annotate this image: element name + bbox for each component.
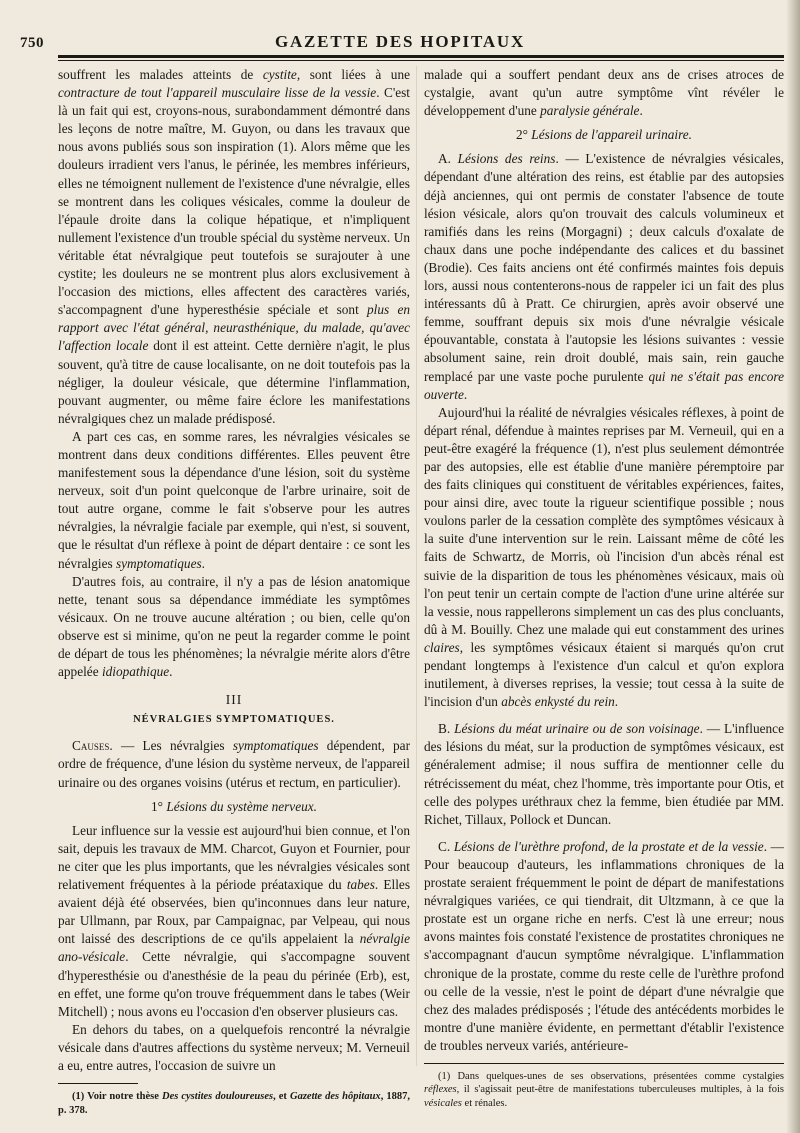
italic-term: Lésions de l'urèthre profond, de la prostate et de la vessie bbox=[453, 838, 764, 854]
text-run: (1) Voir notre thèse bbox=[72, 1091, 162, 1103]
right-paragraph-2 bbox=[424, 404, 784, 712]
italic-term: paralysie générale bbox=[540, 103, 640, 119]
text-run: . — L'influence des lésions du méat, sur la production de symptômes vésicaux, est généralement admise; il nous suffira de mentionner celle du rétrécissement du méat, chez l'homme, très importante pour Otis, et celle des polypes uréthraux chez la femme, bien étudiée par MM. Richet, Tillaux, Pollock et Duncan. bbox=[424, 721, 784, 827]
text-run: . Elles avaient déjà été observées, bien qu'inconnues dans leur nature, par Ullmann, par Roux, par Campaignac, par Velpeau, qui nous ont laissé des descriptions de ce qu'ils appelaient la bbox=[58, 877, 410, 947]
text-run: . bbox=[201, 555, 205, 571]
subsection-heading-2 bbox=[424, 126, 784, 144]
italic-term: idiopathique bbox=[101, 664, 170, 680]
spacer bbox=[424, 711, 784, 720]
italic-term: cystite bbox=[262, 67, 297, 82]
right-column bbox=[424, 66, 784, 1110]
page-edge-shadow bbox=[786, 0, 800, 1133]
left-paragraph-3 bbox=[58, 573, 410, 682]
italic-term: réflexes bbox=[424, 1084, 457, 1096]
text-run: B. bbox=[438, 721, 455, 737]
text-run: souffrent les malades atteints de bbox=[58, 67, 263, 82]
text-run: dont il est atteint. Cette dernière n'agit, le plus souvent, qu'à titre de cause localisante, on ne doit toutefois pas la négliger, la douleur vésicale, que détermine l'inflammation, pouvant augmenter, ou même faire éclore les manifestations névralgiques chez un malade prédisposé. bbox=[58, 338, 410, 426]
header-rule-thin bbox=[58, 60, 784, 61]
right-paragraph-1 bbox=[424, 66, 784, 120]
italic-term: plus en rapport avec l'état général, neurasthénique, du malade, qu'avec l'affection locale bbox=[58, 302, 410, 354]
italic-term: tabes bbox=[346, 877, 375, 893]
left-paragraph-1 bbox=[58, 66, 410, 428]
italic-term: névralgie ano-vésicale bbox=[58, 931, 410, 965]
text-run: . C'est là un fait qui est, croyons-nous, surabondamment démontré dans les leçons de notre maître, M. Guyon, ou dans les travaux que nous avons publiés sous son inspiration (1). Alors même que les douleurs irradient vers l'anus, le périnée, les membres inférieurs, elles ne témoignent nullement de l'existence d'une névralgie, elles se montrent dans les coliques vésicales, comme la douleur de l'épaule droite dans la colique hépatique, et n'impliquent nullement l'existence d'un trouble spécial du système nerveux. Un véritable état névralgique peut toutefois se surajouter à une cystite; les douleurs ne se montrent plus alors exclusivement à l'occasion des mictions, elles affectent des caractères variés, s'accompagnent d'une hyperesthésie spéciale et sont bbox=[58, 85, 410, 318]
right-footnote bbox=[424, 1070, 784, 1111]
text-run: A. bbox=[438, 151, 458, 167]
header-rule-thick bbox=[58, 55, 784, 58]
column-divider bbox=[416, 66, 417, 1066]
spacer bbox=[424, 829, 784, 838]
text-run: . bbox=[463, 386, 468, 402]
footnote-rule bbox=[58, 1083, 138, 1084]
text-run: . — Pour beaucoup d'auteurs, les inflammations chroniques de la prostate seraient fréquemment le point de départ de manifestations névralgiques variées, ce qui tiendrait, dit Ultzmann, à ce que la prostate est un organe riche en nerfs. C'est là une erreur; nous avons maintes fois constaté l'existence de prostatites chroniques ne s'accompagnant d'aucun symptôme névralgique. L'inflammation chronique de la prostate, comme du reste celle de l'urèthre profond ou celle de la vessie, n'est le point de départ d'une névralgie que chez des malades prédisposés ; l'étude des antécédents morbides le montre d'une manière évidente, en permettant d'établir l'existence de troubles nerveux variés, antérieure- bbox=[424, 838, 784, 1053]
section-title: NÉVRALGIES SYMPTOMATIQUES. bbox=[133, 714, 335, 726]
subsection-number: 2° bbox=[516, 127, 532, 143]
left-paragraph-2 bbox=[58, 428, 410, 573]
right-paragraph-C bbox=[424, 838, 784, 1055]
italic-term: contracture de tout l'appareil musculaire lisse de la vessie bbox=[58, 85, 377, 101]
italic-term: Gazette des hôpitaux bbox=[289, 1091, 381, 1103]
text-run: . bbox=[639, 103, 643, 119]
left-paragraph-6: En dehors du tabes, on a quelquefois rencontré la névralgie vésicale dans d'autres affections du système nerveux; M. Verneuil a eu, entre autres, l'occasion de suivre un bbox=[58, 1021, 410, 1073]
text-run: et rénales. bbox=[461, 1097, 508, 1109]
text-run: Leur influence sur la vessie est aujourd'hui bien connue, et l'on sait, depuis les travaux de MM. Charcot, Guyon et Fournier, pour ne citer que les plus importants, que les névralgies vésicales sont relativement fréquentes à la période préataxique du bbox=[58, 822, 410, 893]
italic-term: Des cystites douloureuses bbox=[161, 1091, 274, 1103]
text-run: . Cette névralgie, qui s'accompagne souvent d'hyperesthésie ou d'anesthésie de la peau du périnée (Erb), est, en effet, une forme qu'on trouve fréquemment dans le tabes (Weir Mitchell) ; nous avons eu l'occasion d'en observer plusieurs cas. bbox=[58, 949, 410, 1019]
italic-term: claires bbox=[424, 639, 460, 655]
text-run: . — L'existence de névralgies vésicales, dépendant d'une altération des reins, est établie par des autopsies déjà anciennes, qui ont permis de constater l'absence de toute lésion vésicale, alors qu'on trouvait des calculs volumineux et ramifiés dans les reins (Morgagni) ; deux calculs d'oxalate de chaux dans une poche indépendante des calices et du bassinet (Brodie). Ces faits anciens ont été confirmés maintes fois depuis lors, aussi nous contenterons-nous de rappeler ici un fait des plus intéressants dû à Pratt. Ce chirurgien, après avoir observé une femme, souffrant depuis six mois d'une névralgie vésicale épouvantable, constata à l'autopsie les lésions suivantes : vessie absolument saine, rein droit doublé, mais sain, rein gauche remplacé par une vaste poche purulente bbox=[424, 151, 784, 384]
italic-term: symptomatiques bbox=[232, 738, 319, 754]
text-run: D'autres fois, au contraire, il n'y a pas de lésion anatomique nette, tenant sous sa dépendance immédiate les symptômes vésicaux. On ne trouve aucune altération ; ou bien, celle qu'on observe est si minime, qu'on ne peut la regarder comme le point de départ de tous les phénomènes; la névralgie mérite alors d'être appelée bbox=[58, 573, 410, 680]
italic-term: Lésions des reins bbox=[457, 151, 556, 167]
text-run: , 1887, p. 378. bbox=[58, 1091, 410, 1116]
journal-title: GAZETTE DES HOPITAUX bbox=[274, 32, 526, 51]
text-run: , sont liées à une bbox=[296, 67, 410, 82]
left-column bbox=[58, 66, 410, 1117]
italic-term: Lésions du méat urinaire ou de son voisinage bbox=[454, 721, 700, 737]
footnote-rule bbox=[424, 1063, 784, 1064]
left-paragraph-5 bbox=[58, 822, 410, 1021]
left-paragraph-4 bbox=[58, 737, 410, 791]
text-run: Aujourd'hui la réalité de névralgies vésicales réflexes, à point de départ rénal, défendue à maintes reprises par M. Verneuil, qui en a peut-être exagéré la fréquence (1), n'est plus seulement démontrée par des autopsies, elle est établie d'une manière péremptoire par des faits cliniques qui constituent de véritables expériences, faites, pour ainsi dire, avec toute la rigueur scientifique possible ; nous voulons parler de la cessation complète des symptômes vésicaux à la suite d'une intervention sur le rein. Laissant même de côté les faits de Schwartz, de Morris, où l'incision d'un abcès rénal est suivie de la disparition de tous les phénomènes vésicaux, mais où l'on peut tenir un certain compte de l'action d'une urine altérée sur la vessie, nous rappellerons simplement un cas des plus concluants, dû à M. Bouilly. Chez une malade qui eut constamment des urines bbox=[424, 404, 784, 637]
subsection-title: Lésions de l'appareil urinaire. bbox=[531, 127, 692, 143]
right-paragraph-B bbox=[424, 720, 784, 829]
text-run: C. bbox=[438, 838, 454, 854]
text-run: . bbox=[614, 694, 619, 710]
text-run: dépendent, par ordre de fréquence, d'une lésion du système nerveux, de l'appareil urinaire ou des organes voisins (utérus et rectum, en particulier). bbox=[58, 738, 410, 790]
text-run: A part ces cas, en somme rares, les névralgies vésicales se montrent dans deux conditions différentes. Elles peuvent être manifestement sous la dépendance d'une lésion, soit du système nerveux, soit d'un point quelconque de l'arbre urinaire, soit de tout autre organe, comme le fait s'observe pour les autres névralgies, la névralgie faciale par exemple, qui n'est, si souvent, que le résultat d'un réflexe à point de départ dentaire : ce sont les névralgies bbox=[58, 428, 410, 571]
right-paragraph-A bbox=[424, 150, 784, 403]
subsection-heading-1 bbox=[58, 798, 410, 816]
italic-term: qui ne s'était pas encore ouverte bbox=[424, 368, 784, 402]
italic-term: vésicales bbox=[424, 1097, 462, 1109]
italic-term: abcès enkysté du rein bbox=[501, 694, 615, 710]
subsection-title: Lésions du système nerveux. bbox=[166, 798, 317, 814]
text-run: malade qui a souffert pendant deux ans de crises atroces de cystalgie, avant qu'un autre symptôme vînt révéler le développement d'une bbox=[424, 67, 784, 119]
section-number: III bbox=[225, 692, 243, 708]
page-number: 750 bbox=[20, 35, 44, 51]
left-footnote bbox=[58, 1090, 410, 1117]
subsection-number: 1° bbox=[151, 798, 167, 814]
text-run: (1) Dans quelques-unes de ses observations, présentées comme cystalgies bbox=[438, 1070, 784, 1082]
text-run: . — Les névralgies bbox=[109, 738, 233, 754]
italic-term: symptomatiques bbox=[115, 555, 202, 571]
text-run: , et bbox=[273, 1091, 290, 1103]
text-run: , les symptômes vésicaux étaient si marqués qu'on crut pendant longtemps à l'existence d'un calcul et qu'on explora inutilement, à diverses reprises, la vessie; tout cessa à la suite de l'incision d'un bbox=[424, 639, 784, 710]
text-run: . bbox=[169, 664, 173, 680]
run-in-heading: Causes bbox=[72, 738, 110, 754]
text-run: , il s'agissait peut-être de manifestations tuberculeuses multiples, à la fois bbox=[456, 1084, 784, 1096]
page-header bbox=[0, 0, 800, 58]
